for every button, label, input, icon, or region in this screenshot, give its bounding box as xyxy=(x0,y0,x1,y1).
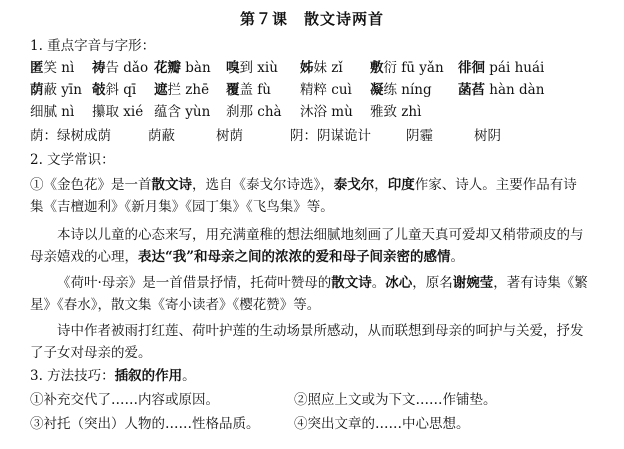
lotus-analysis-paragraph: 诗中作者被雨打红莲、荷叶护莲的生动场景所感动，从而联想到母亲的呵护与关爱，抒发了子女对母亲的爱。 xyxy=(30,323,584,361)
vocab-item: 遮拦 zhē xyxy=(154,82,210,98)
vocab-item: 凝练 níng xyxy=(370,82,432,98)
vocab-item: 花瓣 bàn xyxy=(154,60,211,76)
lotus-mother-paragraph: 《荷叶·母亲》是一首借景抒情，托荷叶赞母的散文诗。冰心，原名谢婉莹，著有诗集《繁星》《春水》，散文集《寄小读者》《樱花赞》等。 xyxy=(30,275,588,313)
method-item: ③衬托（突出）人物的……性格品质。 xyxy=(30,416,260,432)
yin-item: 树荫 xyxy=(216,128,243,144)
vocab-item: 荫蔽 yīn xyxy=(30,82,82,98)
method-item: ①补充交代了……内容或原因。 xyxy=(30,392,219,408)
yin-item: 树阴 xyxy=(474,128,501,144)
method-item: ②照应上文或为下文……作铺垫。 xyxy=(294,392,497,408)
vocab-item: 刹那 chà xyxy=(226,104,282,120)
vocab-item: 嗅到 xiù xyxy=(226,60,278,76)
vocab-item: 精粹 cuì xyxy=(300,82,352,98)
method-item: ④突出文章的……中心思想。 xyxy=(294,416,470,432)
vocab-item: 细腻 nì xyxy=(30,104,75,120)
vocab-item: 沐浴 mù xyxy=(300,104,353,120)
poem-analysis-paragraph: 本诗以儿童的心态来写，用充满童稚的想法细腻地刻画了儿童天真可爱却又稍带顽皮的与母亲嬉戏的心理，表达“我”和母亲之间的浓浓的爱和母子间亲密的感情。 xyxy=(30,227,584,265)
vocab-item: 覆盖 fù xyxy=(226,82,271,98)
vocab-item: 攥取 xié xyxy=(92,104,144,120)
vocab-item: 徘徊 pái huái xyxy=(458,60,545,76)
section2-heading: 2. 文学常识： xyxy=(30,152,115,168)
vocab-item: 雅致 zhì xyxy=(370,104,422,120)
yin-item: 阴霾 xyxy=(406,128,433,144)
section1-heading: 1. 重点字音与字形： xyxy=(30,38,156,54)
yin-item: 荫：绿树成荫 xyxy=(30,128,111,144)
vocab-item: 菡萏 hàn dàn xyxy=(458,82,545,98)
vocab-item: 姊妹 zǐ xyxy=(300,60,343,76)
vocab-item: 敷衍 fū yǎn xyxy=(370,60,444,76)
section3-heading: 3. 方法技巧：插叙的作用。 xyxy=(30,368,196,384)
vocab-item: 蕴含 yùn xyxy=(154,104,211,120)
yin-item: 阴：阴谋诡计 xyxy=(290,128,371,144)
vocab-item: 匿笑 nì xyxy=(30,60,75,76)
golden-flower-paragraph: ①《金色花》是一首散文诗，选自《泰戈尔诗选》，泰戈尔，印度作家、诗人。主要作品有诗集《吉檀迦利》《新月集》《园丁集》《飞鸟集》等。 xyxy=(30,177,577,215)
vocab-item: 攲斜 qī xyxy=(92,82,137,98)
vocab-item: 祷告 dǎo xyxy=(92,60,149,76)
yin-item: 荫蔽 xyxy=(148,128,175,144)
page-title: 第７课 散文诗两首 xyxy=(239,10,384,28)
